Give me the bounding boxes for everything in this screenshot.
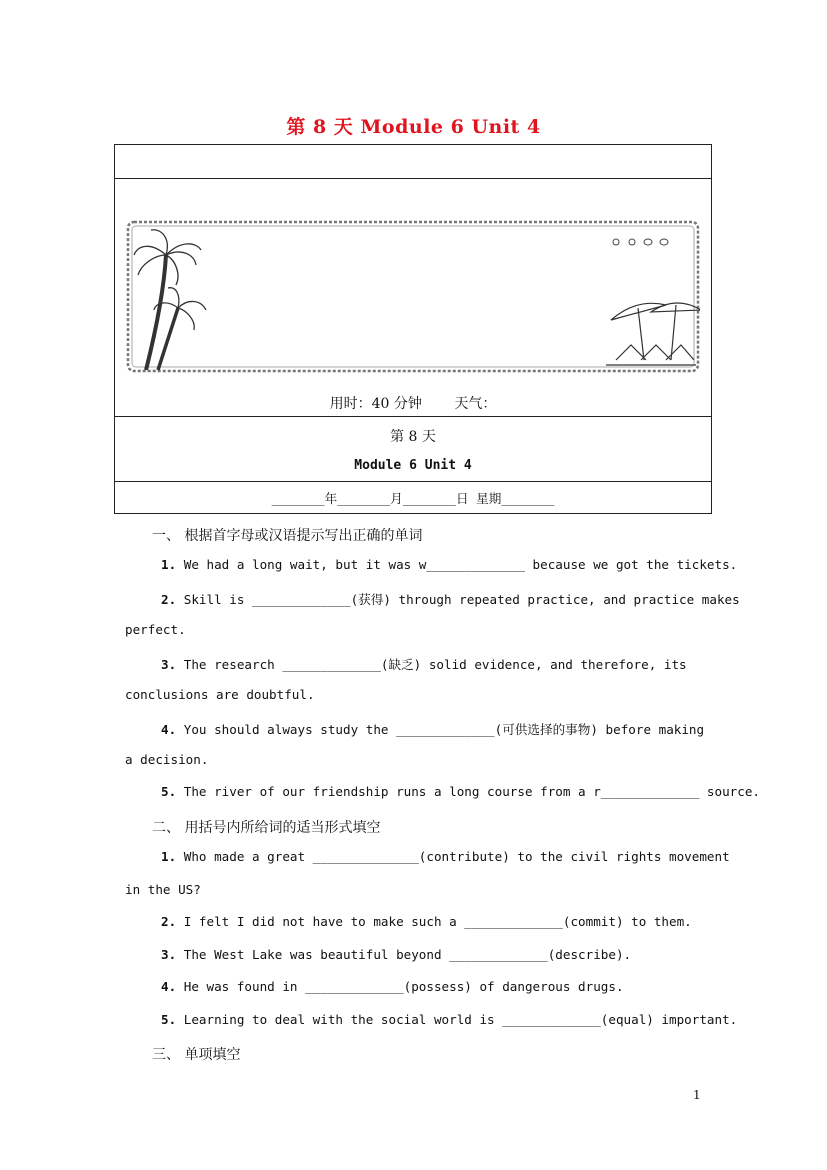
exercise-item: 5. Learning to deal with the social world is _____________(equal) important.: [161, 1012, 738, 1027]
section-heading: 一、 根据首字母或汉语提示写出正确的单词: [152, 528, 423, 544]
weather-label: 天气：: [454, 396, 497, 412]
beach-frame-illustration: [126, 220, 700, 373]
exercise-item: 1. Who made a great ______________(contribute) to the civil rights movement: [161, 849, 730, 864]
header-blank-row: [115, 145, 711, 179]
exercise-item: 1. We had a long wait, but it was w_____________ because we got the tickets.: [161, 557, 738, 572]
exercise-item: 3. The research _____________(缺乏) solid evidence, and therefore, its: [161, 657, 687, 672]
exercise-item-cont: in the US?: [125, 882, 201, 897]
exercise-item-cont: conclusions are doubtful.: [125, 687, 315, 702]
exercise-item: 2. I felt I did not have to make such a _____________(commit) to them.: [161, 914, 692, 929]
palm-tree-icon: [134, 230, 206, 370]
section-heading: 二、 用括号内所给词的适当形式填空: [152, 820, 381, 836]
day-label: 第 8 天: [390, 429, 436, 445]
exercise-item: 5. The river of our friendship runs a long course from a r_____________ source.: [161, 784, 761, 799]
time-label: 用时：40 分钟: [329, 396, 422, 412]
header-date-row: [115, 482, 711, 513]
header-illustration-row: [115, 179, 711, 417]
exercise-item-cont: a decision.: [125, 752, 209, 767]
beach-umbrella-icon: [606, 303, 700, 365]
exercise-item: 4. You should always study the _____________(可供选择的事物) before making: [161, 722, 705, 737]
weather-icons: [613, 239, 668, 245]
header-table: [114, 144, 712, 514]
header-day-row: [115, 417, 711, 482]
page-number: 1: [693, 1088, 701, 1102]
section-heading: 三、 单项填空: [152, 1047, 241, 1063]
module-label: Module 6 Unit 4: [354, 458, 472, 473]
exercise-item: 2. Skill is _____________(获得) through repeated practice, and practice makes: [161, 592, 740, 607]
page-title: 第 8 天 Module 6 Unit 4: [286, 116, 541, 138]
exercise-item: 3. The West Lake was beautiful beyond _____________(describe).: [161, 947, 632, 962]
exercise-item: 4. He was found in _____________(possess) of dangerous drugs.: [161, 979, 624, 994]
exercise-item-cont: perfect.: [125, 622, 186, 637]
date-line: _______年_______月_______日 星期_______: [271, 491, 555, 506]
